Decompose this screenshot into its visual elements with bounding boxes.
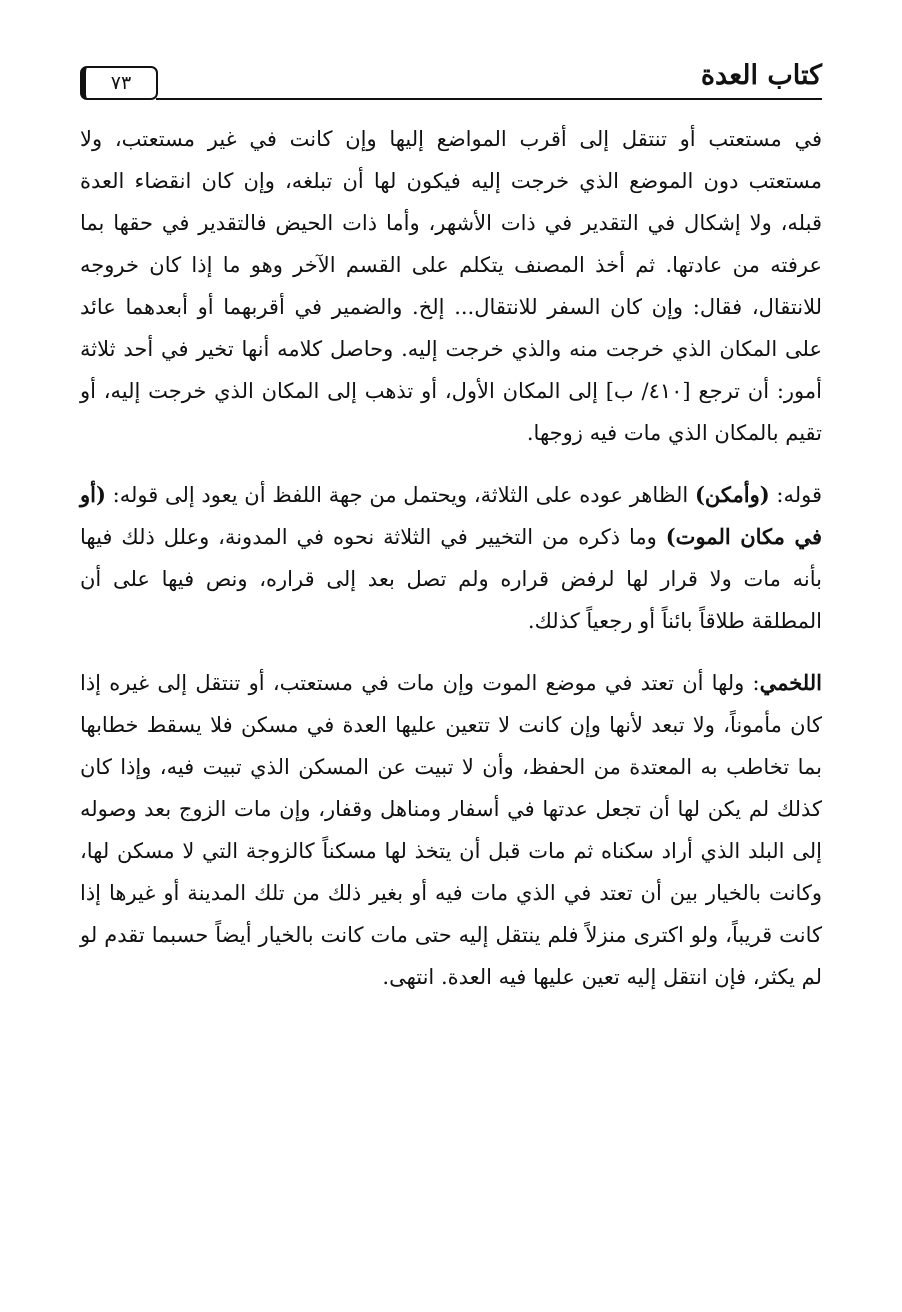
paragraph-1-text: في مستعتب أو تنتقل إلى أقرب المواضع إليها وإن كانت في غير مستعتب، ولا مستعتب دون الموضع الذي خرجت إليه فيكون لها أن تبلغه، وإن كان انقضاء العدة قبله، ولا إشكال في التقدير في ذات الأشهر، وأما ذات الحيض فالتقدير في حقها بما عرفته من عادتها. ثم أخذ المصنف يتكلم على القسم الآخر وهو ما إذا كان خروجه للانتقال، فقال: وإن كان السفر للانتقال... إلخ. والضمير في أقربهما أو أبعدهما عائد على المكان الذي خرجت منه والذي خرجت إليه. وحاصل كلامه أنها تخير في أحد ثلاثة أمور: أن ترجع bbox=[80, 127, 822, 403]
page-number-box bbox=[80, 66, 158, 100]
header-rule bbox=[156, 98, 822, 100]
page-number: ٧٣ bbox=[110, 71, 132, 94]
running-title: كتاب العدة bbox=[700, 60, 822, 91]
paragraph-2-mid: الظاهر عوده على الثلاثة، ويحتمل من جهة اللفظ أن يعود إلى قوله: bbox=[112, 483, 689, 507]
paragraph-2-rest: وما ذكره من التخيير في الثلاثة نحوه في المدونة، وعلل ذلك فيها بأنه مات ولا قرار لها لرفض قراره ولم تصل بعد إلى قراره، ونص فيها على أن المطلقة طلاقاً بائناً أو رجعياً كذلك. bbox=[80, 525, 822, 633]
quote-2: (أو في مكان الموت) bbox=[80, 482, 822, 549]
page-header bbox=[80, 56, 822, 102]
speaker-name: اللخمي bbox=[759, 670, 822, 695]
paragraph-3 bbox=[80, 662, 822, 998]
body-text bbox=[80, 118, 822, 998]
paragraph-2 bbox=[80, 474, 822, 642]
paragraph-1 bbox=[80, 118, 822, 454]
paragraph-3-text: : ولها أن تعتد في موضع الموت وإن مات في مستعتب، أو تنتقل إلى غيره إذا كان مأموناً، ولا تبعد لأنها وإن كانت لا تتعين عليها العدة في مسكن فلا يسقط خطابها بما تخاطب به المعتدة من الحفظ، وأن لا تبيت عن المسكن الذي تبيت فيه، وإذا كان كذلك لم يكن لها أن تجعل عدتها في أسفار ومناهل وقفار، وإن مات الزوج بعد وصوله إلى البلد الذي أراد سكناه ثم مات قبل أن يتخذ لها مسكناً كالزوجة التي لا مسكن لها، وكانت بالخيار بين أن تعتد في الذي مات فيه أو بغير ذلك من تلك المدينة أو غيرها إذا كانت قريباً، ولو اكترى منزلاً فلم ينتقل إليه حتى مات كانت بالخيار أيضاً حسبما تقدم لو لم يكثر، فإن انتقل إليه تعين عليها فيه العدة. انتهى. bbox=[80, 671, 822, 989]
folio-reference: [٤١٠/ ب] bbox=[605, 379, 691, 403]
quote-1: (وأمكن) bbox=[694, 482, 770, 507]
paragraph-2-lead: قوله: bbox=[776, 483, 822, 507]
paragraph-1-text-after: إلى المكان الأول، أو تذهب إلى المكان الذي خرجت إليه، أو تقيم بالمكان الذي مات فيه زوجها. bbox=[80, 379, 822, 445]
